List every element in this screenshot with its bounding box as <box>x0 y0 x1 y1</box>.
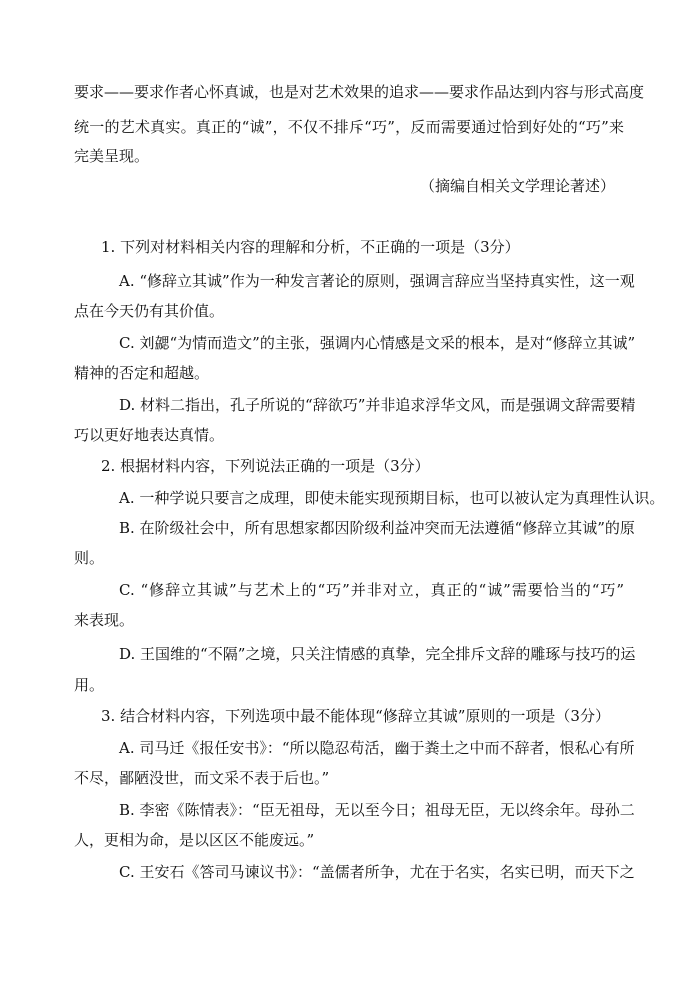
passage-line: 完美呈现。 <box>74 147 150 165</box>
option-line: B. 李密《陈情表》：“臣无祖母，无以至今日；祖母无臣，无以终余年。母孙二 <box>119 801 635 819</box>
option-line: B. 在阶级社会中，所有思想家都因阶级利益冲突而无法遵循“修辞立其诚”的原 <box>119 519 635 537</box>
passage-source: （摘编自相关文学理论著述） <box>419 177 615 195</box>
option-line: 不尽，鄙陋没世，而文采不表于后也。” <box>74 769 330 787</box>
option-line: A. 一种学说只要言之成理，即使未能实现预期目标，也可以被认定为真理性认识。 <box>119 489 665 507</box>
option-line: 巧以更好地表达真情。 <box>74 426 225 444</box>
question-stem: 1. 下列对材料相关内容的理解和分析，不正确的一项是（3分） <box>101 238 520 256</box>
option-line: 人，更相为命，是以区区不能废远。” <box>74 831 315 849</box>
option-line: C. 王安石《答司马谏议书》：“盖儒者所争，尤在于名实，名实已明，而天下之 <box>119 863 635 881</box>
option-line: 精神的否定和超越。 <box>74 364 210 382</box>
option-line: A. 司马迁《报任安书》：“所以隐忍苟活，幽于粪土之中而不辞者，恨私心有所 <box>119 739 635 757</box>
option-line: 则。 <box>74 549 105 567</box>
option-line: 用。 <box>74 676 105 694</box>
option-line: D. 王国维的“不隔”之境，只关注情感的真挚，完全排斥文辞的雕琢与技巧的运 <box>119 645 636 663</box>
passage-line: 统一的艺术真实。真正的“诚”，不仅不排斥“巧”，反而需要通过恰到好处的“巧”来 <box>74 118 624 136</box>
option-line: A. “修辞立其诚”作为一种发言著论的原则，强调言辞应当坚持真实性，这一观 <box>119 272 635 290</box>
option-line: D. 材料二指出，孔子所说的“辞欲巧”并非追求浮华文风，而是强调文辞需要精 <box>119 396 636 414</box>
question-stem: 2. 根据材料内容，下列说法正确的一项是（3分） <box>101 457 430 475</box>
question-stem: 3. 结合材料内容，下列选项中最不能体现“修辞立其诚”原则的一项是（3分） <box>101 707 610 725</box>
option-line: C. 刘勰“为情而造文”的主张，强调内心情感是文采的根本，是对“修辞立其诚” <box>119 334 636 352</box>
passage-line: 要求——要求作者心怀真诚，也是对艺术效果的追求——要求作品达到内容与形式高度 <box>74 83 645 101</box>
option-line: 点在今天仍有其价值。 <box>74 302 225 320</box>
option-line: C. “修辞立其诚”与艺术上的“巧”并非对立，真正的“诚”需要恰当的“巧” <box>119 581 624 599</box>
option-line: 来表现。 <box>74 611 135 629</box>
